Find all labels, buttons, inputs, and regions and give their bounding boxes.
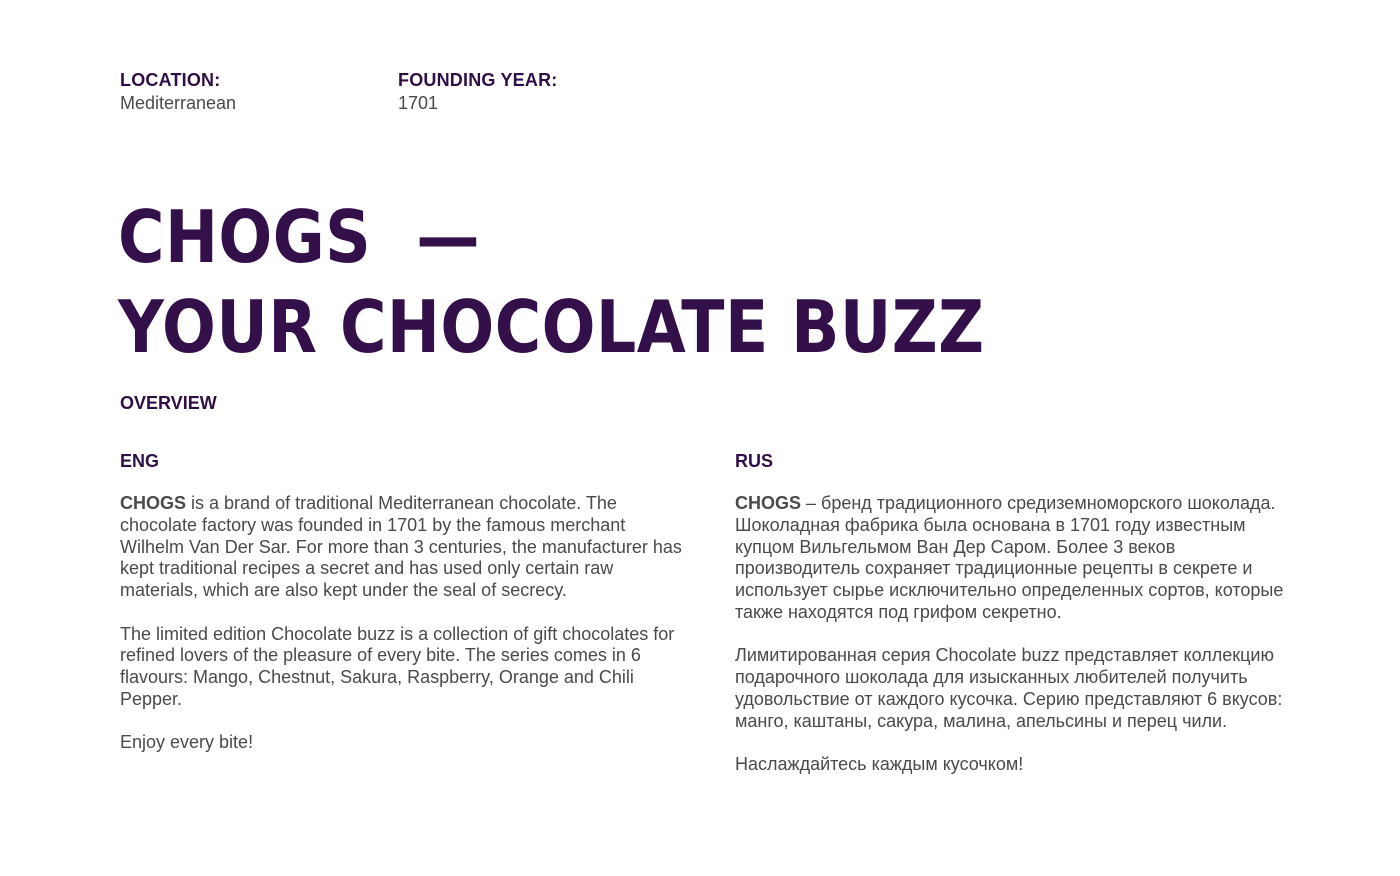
english-paragraph-3: Enjoy every bite!: [120, 732, 254, 753]
english-column: [120, 449, 690, 776]
headline-line-1: CHOGS —: [118, 195, 481, 279]
location-block: [120, 68, 236, 114]
founding-year-label: FOUNDING YEAR:: [398, 70, 558, 90]
founding-year-block: [398, 68, 557, 114]
location-label: LOCATION:: [120, 70, 221, 90]
russian-paragraph-1-text: – бренд традиционного средиземноморского шоколада. Шоколадная фабрика была основана в 1701 году известным купцом Вильгельмом Ван Дер Саром. Более 3 веков производитель сохраняет традиционные рецепты в секрете и использует сырье исключительно определенных сортов, которые также находятся под грифом секретно.: [735, 493, 1284, 622]
russian-label: RUS: [735, 451, 774, 471]
russian-paragraph-2: Лимитированная серия Chocolate buzz представляет коллекцию подарочного шоколада для изысканных любителей получить удовольствие от каждого кусочка. Серию представляют 6 вкусов: манго, каштаны, сакура, малина, апельсины и перец чили.: [735, 645, 1283, 731]
russian-brand-name: CHOGS: [735, 493, 802, 513]
overview-heading: OVERVIEW: [120, 393, 217, 413]
russian-paragraph-1: [735, 493, 1305, 624]
founding-year-value: 1701: [398, 93, 439, 113]
page-headline: [118, 192, 985, 372]
headline-line-2: YOUR CHOCOLATE BUZZ: [118, 285, 985, 369]
english-paragraph-1: [120, 493, 690, 602]
english-paragraph-1-text: is a brand of traditional Mediterranean chocolate. The chocolate factory was founded in 1701 by the famous merchant Wilhelm Van Der Sar. For more than 3 centuries, the manufacturer has kept traditional recipes a secret and has used only certain raw materials, which are also kept under the seal of secrecy.: [120, 493, 682, 601]
english-paragraph-2: The limited edition Chocolate buzz is a collection of gift chocolates for refined lovers of the pleasure of every bite. The series comes in 6 flavours: Mango, Chestnut, Sakura, Raspberry, Orange and Chili Pepper.: [120, 623, 675, 709]
english-brand-name: CHOGS: [120, 493, 187, 513]
english-label: ENG: [120, 451, 160, 471]
russian-paragraph-3: Наслаждайтесь каждым кусочком!: [735, 754, 1024, 775]
russian-column: [735, 449, 1305, 798]
location-value: Mediterranean: [120, 93, 237, 113]
